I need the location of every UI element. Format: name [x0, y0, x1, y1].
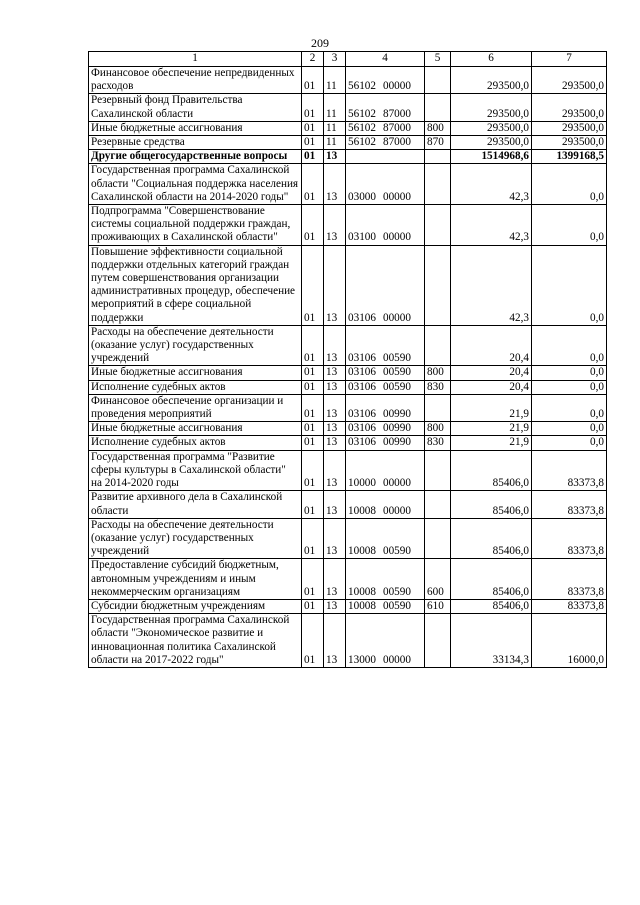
row-target-article-code-part2: 00990	[382, 408, 411, 421]
row-section-code: 01	[302, 205, 324, 246]
row-section-code: 01	[302, 599, 324, 613]
row-target-article-code-part2: 00000	[382, 190, 411, 203]
row-name: Субсидии бюджетным учреждениям	[89, 599, 302, 613]
row-subsection-code: 11	[324, 136, 346, 150]
row-amount-1: 293500,0	[451, 121, 532, 135]
row-target-article-code	[346, 150, 425, 164]
row-expense-type-code	[425, 205, 451, 246]
row-section-code: 01	[302, 94, 324, 121]
row-amount-2: 16000,0	[532, 614, 607, 668]
table-row	[89, 67, 607, 94]
row-name: Повышение эффективности социальной поддержки отдельных категорий граждан путем совершенствования организации административных процедур, обеспечение мероприятий в сфере социальной поддержки	[89, 245, 302, 325]
row-target-article-code	[346, 366, 425, 380]
row-target-article-code	[346, 599, 425, 613]
row-target-article-code	[346, 325, 425, 366]
row-name: Расходы на обеспечение деятельности (оказание услуг) государственных учреждений	[89, 325, 302, 366]
row-subsection-code: 13	[324, 380, 346, 394]
row-amount-1: 1514968,6	[451, 150, 532, 164]
table-row	[89, 559, 607, 600]
table-row	[89, 164, 607, 205]
row-amount-1: 20,4	[451, 366, 532, 380]
row-subsection-code: 13	[324, 366, 346, 380]
row-name: Иные бюджетные ассигнования	[89, 422, 302, 436]
row-target-article-code-part1: 10008	[348, 504, 376, 517]
row-expense-type-code: 830	[425, 380, 451, 394]
row-section-code: 01	[302, 422, 324, 436]
table-row	[89, 366, 607, 380]
column-number: 4	[346, 52, 425, 67]
row-amount-2: 0,0	[532, 245, 607, 325]
row-amount-2: 293500,0	[532, 67, 607, 94]
row-subsection-code: 13	[324, 599, 346, 613]
row-amount-1: 21,9	[451, 422, 532, 436]
row-target-article-code	[346, 94, 425, 121]
row-section-code: 01	[302, 450, 324, 491]
row-target-article-code	[346, 436, 425, 450]
table-row	[89, 614, 607, 668]
row-expense-type-code: 800	[425, 422, 451, 436]
row-target-article-code-part1: 10008	[348, 599, 376, 612]
row-expense-type-code	[425, 94, 451, 121]
row-amount-1: 42,3	[451, 245, 532, 325]
row-amount-1: 20,4	[451, 325, 532, 366]
row-target-article-code-part1: 10008	[348, 585, 376, 598]
column-number: 7	[532, 52, 607, 67]
row-subsection-code: 13	[324, 614, 346, 668]
table-row	[89, 325, 607, 366]
row-amount-1: 85406,0	[451, 559, 532, 600]
page-number: 209	[311, 36, 329, 50]
row-section-code: 01	[302, 136, 324, 150]
row-amount-2: 83373,8	[532, 450, 607, 491]
row-amount-1: 293500,0	[451, 67, 532, 94]
row-subsection-code: 13	[324, 205, 346, 246]
row-target-article-code	[346, 518, 425, 559]
row-expense-type-code: 800	[425, 121, 451, 135]
budget-table	[88, 51, 607, 668]
table-row	[89, 121, 607, 135]
table-row	[89, 205, 607, 246]
row-expense-type-code	[425, 325, 451, 366]
table-row	[89, 518, 607, 559]
row-target-article-code-part2: 00000	[382, 311, 411, 324]
row-name: Финансовое обеспечение непредвиденных расходов	[89, 67, 302, 94]
row-section-code: 01	[302, 67, 324, 94]
row-name: Государственная программа "Развитие сферы культуры в Сахалинской области" на 2014-2020 годы	[89, 450, 302, 491]
row-section-code: 01	[302, 614, 324, 668]
row-target-article-code-part2: 00590	[382, 380, 411, 393]
row-amount-2: 293500,0	[532, 136, 607, 150]
row-name: Подпрограмма "Совершенствование системы социальной поддержки граждан, проживающих в Сахалинской области"	[89, 205, 302, 246]
row-section-code: 01	[302, 245, 324, 325]
table-row	[89, 245, 607, 325]
row-target-article-code	[346, 121, 425, 135]
row-target-article-code-part2: 00990	[382, 436, 411, 449]
row-target-article-code-part2: 00000	[382, 653, 411, 666]
row-expense-type-code	[425, 164, 451, 205]
row-section-code: 01	[302, 164, 324, 205]
row-target-article-code-part2: 00590	[382, 366, 411, 379]
row-expense-type-code: 830	[425, 436, 451, 450]
row-amount-2: 293500,0	[532, 94, 607, 121]
row-expense-type-code	[425, 150, 451, 164]
row-subsection-code: 13	[324, 164, 346, 205]
row-subsection-code: 13	[324, 491, 346, 518]
row-target-article-code	[346, 205, 425, 246]
row-target-article-code	[346, 491, 425, 518]
row-target-article-code-part2: 00590	[382, 352, 411, 365]
row-amount-1: 85406,0	[451, 450, 532, 491]
row-subsection-code: 13	[324, 245, 346, 325]
table-row	[89, 491, 607, 518]
row-target-article-code-part1: 03000	[348, 190, 376, 203]
row-name: Расходы на обеспечение деятельности (оказание услуг) государственных учреждений	[89, 518, 302, 559]
row-section-code: 01	[302, 394, 324, 421]
row-name: Предоставление субсидий бюджетным, автономным учреждениям и иным некоммерческим организациям	[89, 559, 302, 600]
row-target-article-code-part1: 56102	[348, 136, 376, 149]
row-expense-type-code: 600	[425, 559, 451, 600]
column-number-row	[89, 52, 607, 67]
row-target-article-code-part1: 10000	[348, 477, 376, 490]
row-name: Государственная программа Сахалинской области "Социальная поддержка населения Сахалинской области на 2014-2020 годы"	[89, 164, 302, 205]
row-target-article-code-part2: 87000	[382, 136, 411, 149]
row-expense-type-code	[425, 491, 451, 518]
row-section-code: 01	[302, 150, 324, 164]
row-expense-type-code	[425, 518, 451, 559]
row-name: Иные бюджетные ассигнования	[89, 366, 302, 380]
row-section-code: 01	[302, 121, 324, 135]
row-subsection-code: 13	[324, 436, 346, 450]
row-target-article-code-part1: 03106	[348, 422, 376, 435]
row-target-article-code	[346, 164, 425, 205]
row-amount-2: 83373,8	[532, 491, 607, 518]
row-name: Иные бюджетные ассигнования	[89, 121, 302, 135]
row-section-code: 01	[302, 559, 324, 600]
row-amount-1: 85406,0	[451, 599, 532, 613]
row-amount-2: 83373,8	[532, 599, 607, 613]
column-number: 2	[302, 52, 324, 67]
row-target-article-code	[346, 380, 425, 394]
table-row	[89, 94, 607, 121]
row-section-code: 01	[302, 380, 324, 394]
row-target-article-code-part2: 00000	[382, 80, 411, 93]
row-section-code: 01	[302, 436, 324, 450]
row-target-article-code-part2: 00990	[382, 422, 411, 435]
row-target-article-code	[346, 136, 425, 150]
row-name: Развитие архивного дела в Сахалинской области	[89, 491, 302, 518]
row-amount-2: 0,0	[532, 422, 607, 436]
row-name: Исполнение судебных актов	[89, 380, 302, 394]
row-target-article-code-part2: 00590	[382, 585, 411, 598]
row-target-article-code-part1: 56102	[348, 80, 376, 93]
row-target-article-code-part2: 87000	[382, 121, 411, 134]
row-target-article-code-part1: 03106	[348, 352, 376, 365]
row-amount-1: 85406,0	[451, 518, 532, 559]
row-target-article-code-part1: 03106	[348, 311, 376, 324]
column-number: 1	[89, 52, 302, 67]
row-amount-2: 0,0	[532, 366, 607, 380]
row-name: Исполнение судебных актов	[89, 436, 302, 450]
row-amount-1: 20,4	[451, 380, 532, 394]
row-amount-2: 0,0	[532, 164, 607, 205]
row-amount-1: 42,3	[451, 205, 532, 246]
table-row	[89, 394, 607, 421]
row-target-article-code-part1: 56102	[348, 107, 376, 120]
row-amount-2: 0,0	[532, 325, 607, 366]
table-row	[89, 450, 607, 491]
row-expense-type-code: 800	[425, 366, 451, 380]
row-subsection-code: 13	[324, 422, 346, 436]
row-target-article-code	[346, 394, 425, 421]
row-section-code: 01	[302, 325, 324, 366]
row-target-article-code	[346, 67, 425, 94]
row-subsection-code: 13	[324, 394, 346, 421]
row-name: Финансовое обеспечение организации и проведения мероприятий	[89, 394, 302, 421]
row-section-code: 01	[302, 491, 324, 518]
row-expense-type-code	[425, 450, 451, 491]
row-target-article-code	[346, 245, 425, 325]
row-section-code: 01	[302, 366, 324, 380]
row-name: Резервные средства	[89, 136, 302, 150]
row-subsection-code: 13	[324, 325, 346, 366]
row-target-article-code-part1: 03106	[348, 408, 376, 421]
row-subsection-code: 11	[324, 94, 346, 121]
column-number: 5	[425, 52, 451, 67]
row-expense-type-code	[425, 245, 451, 325]
row-amount-1: 21,9	[451, 436, 532, 450]
row-subsection-code: 11	[324, 121, 346, 135]
row-target-article-code-part1: 56102	[348, 121, 376, 134]
row-target-article-code-part1: 03106	[348, 436, 376, 449]
row-name: Другие общегосударственные вопросы	[89, 150, 302, 164]
row-name: Государственная программа Сахалинской области "Экономическое развитие и инновационная политика Сахалинской области на 2017-2022 годы"	[89, 614, 302, 668]
table-row	[89, 436, 607, 450]
row-amount-2: 1399168,5	[532, 150, 607, 164]
row-amount-2: 0,0	[532, 205, 607, 246]
table-row	[89, 422, 607, 436]
row-target-article-code-part2: 00590	[382, 599, 411, 612]
row-target-article-code-part2: 00590	[382, 545, 411, 558]
row-target-article-code	[346, 422, 425, 436]
row-expense-type-code	[425, 614, 451, 668]
row-amount-1: 33134,3	[451, 614, 532, 668]
table-row	[89, 150, 607, 164]
row-target-article-code	[346, 614, 425, 668]
row-amount-1: 85406,0	[451, 491, 532, 518]
column-number: 3	[324, 52, 346, 67]
row-section-code: 01	[302, 518, 324, 559]
row-expense-type-code	[425, 394, 451, 421]
row-name: Резервный фонд Правительства Сахалинской области	[89, 94, 302, 121]
row-amount-2: 293500,0	[532, 121, 607, 135]
row-amount-2: 0,0	[532, 436, 607, 450]
row-amount-1: 293500,0	[451, 136, 532, 150]
column-number: 6	[451, 52, 532, 67]
row-expense-type-code	[425, 67, 451, 94]
row-target-article-code-part1: 03100	[348, 231, 376, 244]
row-target-article-code-part1: 03106	[348, 366, 376, 379]
row-target-article-code-part2: 00000	[382, 477, 411, 490]
row-target-article-code	[346, 450, 425, 491]
table-row	[89, 599, 607, 613]
row-amount-2: 83373,8	[532, 559, 607, 600]
row-target-article-code	[346, 559, 425, 600]
row-amount-1: 42,3	[451, 164, 532, 205]
row-amount-1: 293500,0	[451, 94, 532, 121]
row-amount-2: 0,0	[532, 380, 607, 394]
row-expense-type-code: 610	[425, 599, 451, 613]
row-amount-2: 0,0	[532, 394, 607, 421]
row-subsection-code: 13	[324, 518, 346, 559]
table-row	[89, 136, 607, 150]
row-subsection-code: 11	[324, 67, 346, 94]
row-target-article-code-part1: 03106	[348, 380, 376, 393]
row-target-article-code-part2: 87000	[382, 107, 411, 120]
row-amount-2: 83373,8	[532, 518, 607, 559]
row-target-article-code-part1: 10008	[348, 545, 376, 558]
row-expense-type-code: 870	[425, 136, 451, 150]
row-subsection-code: 13	[324, 450, 346, 491]
table-row	[89, 380, 607, 394]
row-subsection-code: 13	[324, 559, 346, 600]
row-amount-1: 21,9	[451, 394, 532, 421]
row-target-article-code-part1: 13000	[348, 653, 376, 666]
row-target-article-code-part2: 00000	[382, 231, 411, 244]
row-target-article-code-part2: 00000	[382, 504, 411, 517]
row-subsection-code: 13	[324, 150, 346, 164]
